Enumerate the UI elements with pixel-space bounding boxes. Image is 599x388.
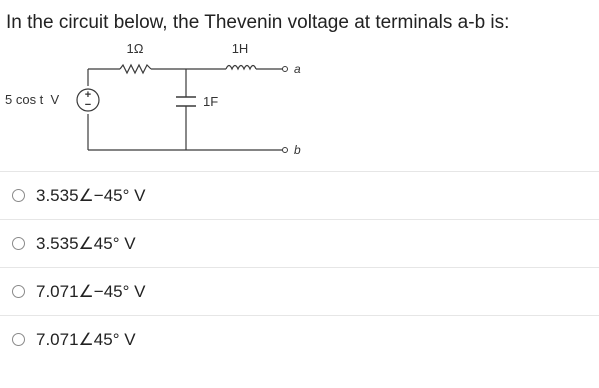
source-minus-sign: −: [84, 99, 92, 111]
answer-option-label: 7.071∠−45° V: [36, 281, 146, 301]
radio-button[interactable]: [12, 285, 25, 298]
circuit-diagram: [0, 32, 330, 162]
answer-option-label: 7.071∠45° V: [36, 329, 136, 349]
capacitor-label: 1F: [203, 94, 219, 109]
inductor-label: 1H: [231, 41, 249, 56]
terminal-b-node: [283, 148, 288, 153]
source-plus-sign: +: [84, 89, 92, 101]
answer-option-label: 3.535∠45° V: [36, 233, 136, 253]
inductor-symbol: [226, 66, 256, 70]
question-text: In the circuit below, the Thevenin voltage at terminals a-b is:: [6, 12, 510, 33]
terminal-a-node: [283, 67, 288, 72]
source-label: 5 cos t V: [5, 92, 60, 107]
terminal-a-label: a: [294, 62, 301, 76]
radio-button[interactable]: [12, 189, 25, 202]
resistor-symbol: [120, 65, 151, 73]
resistor-label: 1Ω: [126, 41, 144, 56]
terminal-b-label: b: [294, 143, 301, 157]
radio-button[interactable]: [12, 237, 25, 250]
answer-option-3[interactable]: [0, 267, 599, 315]
radio-button[interactable]: [12, 333, 25, 346]
answer-options: [0, 171, 599, 363]
answer-option-label: 3.535∠−45° V: [36, 185, 146, 205]
answer-option-4[interactable]: [0, 315, 599, 363]
answer-option-2[interactable]: [0, 219, 599, 267]
answer-option-1[interactable]: [0, 171, 599, 219]
